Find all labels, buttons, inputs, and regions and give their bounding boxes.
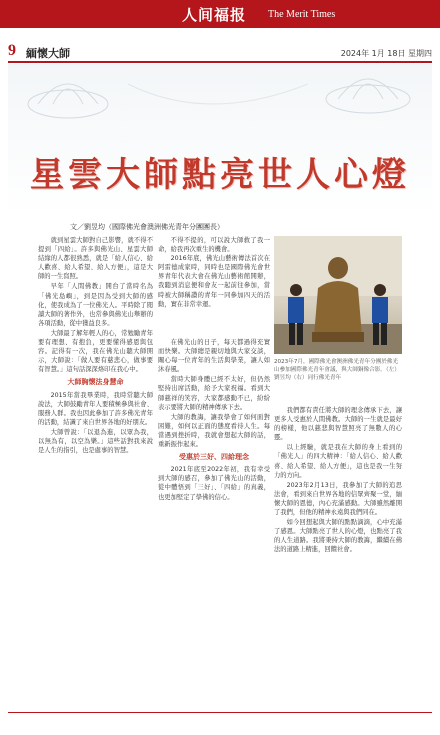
subheading: 受惠於三好、四給理念 [179, 453, 249, 462]
title-banner [8, 64, 432, 216]
photo-illustration [274, 236, 402, 354]
photo-caption: 2023年7月，國際佛光會澳洲佛光青年分團於佛光山參加國際佛光青年會議，與大師銅像合影。（左）劉昱均（右）同行佛光青年 [274, 359, 400, 381]
paragraph: 大師曾說：「以退為進，以眾為我，以無為有，以空為樂。」這些話對我來說是人生的指引，也是處事的智慧。 [38, 428, 153, 455]
subheading: 大師胸懷法身慧命 [67, 378, 124, 387]
article-column-3 [274, 406, 402, 708]
paragraph: 就到星雲大師對自己影響，就不得不提到「四給」。許多與佛光山、星雲大師結緣的人都很熟悉，就是「給人信心、給人歡喜、給人希望、給人方便」，這是大師的一生寫照。 [38, 237, 153, 281]
paragraph: 大師最了解年輕人的心，常勉勵青年要有理想、有抱負，更要懂得感恩與包容。記得有一次，我在佛光山聽大師開示，大師說：「做人要有慈悲心，做事要有智慧。」這句話深深烙印在我心中。 [38, 329, 153, 374]
paragraph: 2016年底，佛光山藝術傳法首次在阿雷德成家時，同時也是國際佛光會世界青年代表大會在佛光山藝術館開辦，我聽到消息便和會友一起前往參加，當時被大師稱讚的青年一同參加四天的活動，實在非常幸運。 [158, 255, 270, 308]
paragraph: 如今回想起與大師的點點滴滴，心中充滿了感恩。大師點亮了世人的心燈，也點亮了我的人生道路。我將秉持大師的教誨，繼續在佛法的道路上精進，回饋社會。 [274, 519, 402, 554]
page-number: 9 [8, 42, 16, 59]
article-title: 星雲大師點亮世人心燈 [30, 155, 410, 195]
byline: 文／劉昱均（國際佛光會澳洲佛光青年分團團長） [70, 223, 224, 231]
paragraph: 在佛光山的日子，每天都過得充實而快樂。大師總是親切地與大家交談，關心每一位青年的生活與學業，讓人如沐春風。 [158, 339, 270, 374]
masthead [0, 0, 440, 28]
paragraph: 早年「人間佛教」開台了當時名為「佛光島嶼」，到是因為受到大師的感化，使我成為了一位佛光人。平時除了閱讀大師的著作外，也常參與佛光山舉辦的各項活動，從中獲益良多。 [38, 283, 153, 327]
footer-divider [8, 712, 432, 713]
paragraph: 2021年底至2022年初，我有幸受到大師的感召，參加了佛光山的活動，從中體悟到「三好」、「四給」的真義，也更加堅定了學佛的信心。 [158, 466, 270, 501]
paragraph: 當時大師身體已經不太好，但仍然堅持出席活動，給予大家祝福。看到大師慈祥的笑容，大家都感動不已，紛紛表示要將大師的精神傳承下去。 [158, 376, 270, 411]
paragraph: 我們都有責任將大師的理念傳承下去，讓更多人受惠於人間佛教。大師的一生就是最好的榜樣，他以慈悲與智慧照亮了無數人的心靈。 [274, 407, 402, 442]
paragraph: 2015年當我畢業時，我時常聽大師說法，大師鼓勵青年人要積極參與社會、服務人群。我也因此參加了許多佛光青年的活動，結識了來自世界各地的好朋友。 [38, 391, 153, 426]
article-column-2-top [158, 236, 270, 336]
article-column-1 [38, 236, 153, 708]
paragraph: 2023年2月13日，我參加了大師的追思法會，看到來自世界各地的信眾齊聚一堂，緬懷大師的恩德，內心充滿感動。大師雖然離開了我們，但他的精神永遠與我們同在。 [274, 481, 402, 517]
article-photo [274, 236, 402, 354]
masthead-english-title: The Merit Times [268, 9, 336, 20]
paragraph: 不得不提的，可以說大師救了我一命，給我再次重生的機會。 [158, 237, 270, 254]
paragraph: 大師的教誨，讓我學會了如何面對困難，如何以正面的態度看待人生。每當遇到挫折時，我就會想起大師的話，重新振作起來。 [158, 413, 270, 449]
masthead-logo: 人间福报 [182, 6, 247, 24]
section-name: 緬懷大師 [26, 47, 70, 60]
issue-date: 2024年 1月 18日 星期四 [340, 49, 432, 58]
header-divider [8, 61, 432, 63]
article-column-2 [158, 338, 270, 708]
paragraph: 以上經驗，就是我在大師的身上看到的「佛光人」的四大精神：「給人信心、給人歡喜、給人希望、給人方便」，這也是我一生努力的方向。 [274, 444, 402, 479]
